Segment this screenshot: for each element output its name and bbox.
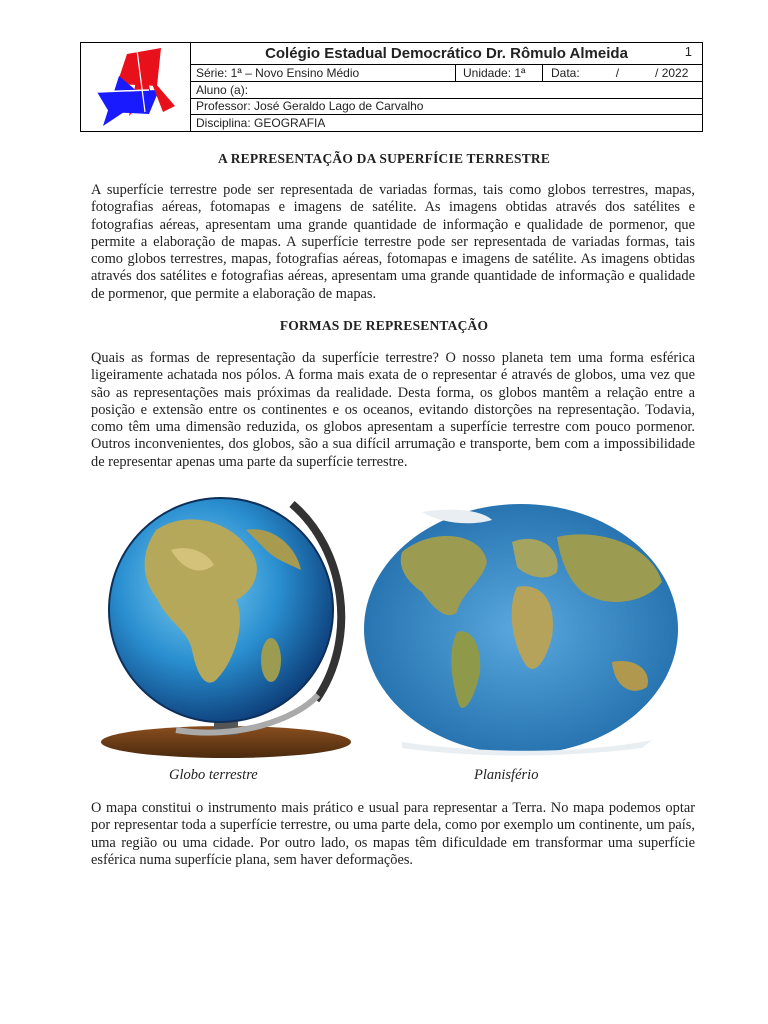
professor-field: Professor: José Geraldo Lago de Carvalho	[191, 99, 702, 115]
data-slash: /	[615, 65, 620, 80]
globe-image	[96, 490, 356, 758]
serie-field: Série: 1ª – Novo Ensino Médio	[191, 65, 456, 82]
globe-caption: Globo terrestre	[169, 767, 258, 783]
disciplina-field: Disciplina: GEOGRAFIA	[196, 115, 326, 130]
data-year: / 2022	[655, 65, 689, 80]
unidade-field: Unidade: 1ª	[456, 65, 543, 82]
header-table	[80, 42, 703, 132]
paragraph-representacao: A superfície terrestre pode ser representada de variadas formas, tais como globos terrestres, mapas, fotografias aéreas, fotomapas e imagens de satélite. As imagens obtidas através dos satélites e fotografias aéreas, apresentam uma grande quantidade de informação e qualidade de pormenor, que permite a elaboração de mapas. A superfície terrestre pode ser representada de variadas formas, tais como globos terrestres, mapas, fotografias aéreas, fotomapas e imagens de satélite. As imagens obtidas através dos satélites e fotografias aéreas, apresentam uma grande quantidade de informação e qualidade de pormenor, que permite a elaboração de mapas.	[91, 182, 695, 302]
section-title-representacao: A REPRESENTAÇÃO DA SUPERFÍCIE TERRESTRE	[217, 151, 551, 166]
paragraph-formas: Quais as formas de representação da superfície terrestre? O nosso planeta tem uma forma esférica ligeiramente achatada nos pólos. A forma mais exata de o representar é através de globos, uma vez que são as representações mais próximas da realidade. Desta forma, os globos mantêm a relação entre a posição e extensão entre os continentes e os oceanos, evitando distorções na representação. Todavia, como têm uma dimensão reduzida, os globos apresentam a superfície terrestre com pouco pormenor. Outros inconvenientes, dos globos, são a sua difícil arrumação e transporte, bem com a impossibilidade de representar apenas uma parte da superfície terrestre.	[91, 350, 695, 470]
school-name: Colégio Estadual Democrático Dr. Rômulo Almeida	[265, 44, 628, 62]
paragraph-mapa: O mapa constitui o instrumento mais prático e usual para representar a Terra. No mapa podemos optar por representar toda a superfície terrestre, ou uma parte dela, como por exemplo um continente, um país, uma região ou uma cidade. Por outro lado, os mapas têm dificuldade em transformar uma superfície esférica numa superfície plana, sem haver deformações.	[91, 800, 695, 868]
section-title-formas: FORMAS DE REPRESENTAÇÃO	[279, 318, 489, 333]
data-label: Data:	[551, 65, 580, 80]
data-field	[543, 65, 702, 82]
aluno-field: Aluno (a):	[191, 82, 702, 98]
page-number: 1	[684, 44, 692, 59]
planisphere-caption: Planisfério	[474, 767, 539, 783]
planisphere-image	[362, 502, 680, 757]
school-logo	[81, 43, 191, 131]
